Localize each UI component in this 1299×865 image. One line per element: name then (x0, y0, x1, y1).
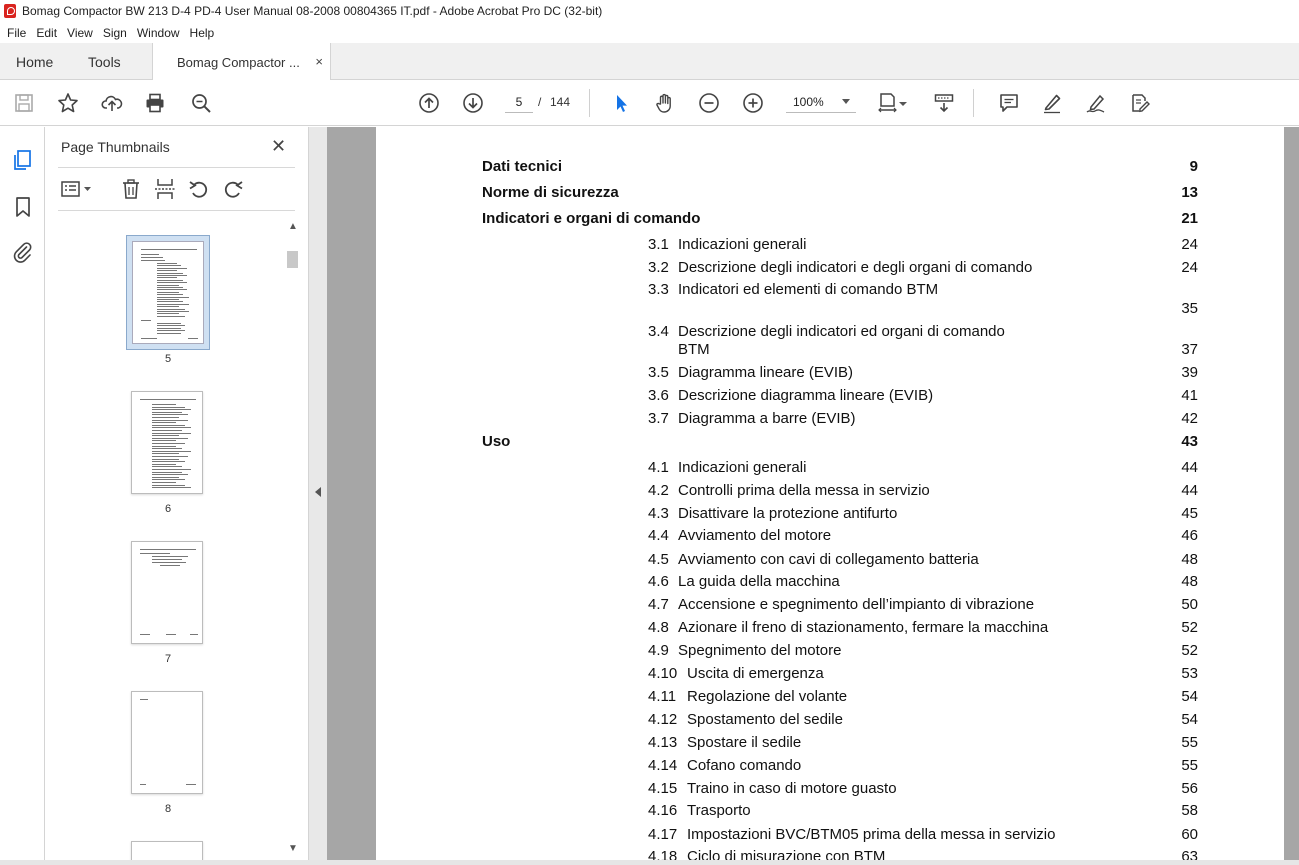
thumbnail-text-line (152, 414, 188, 415)
thumbnail-text-line (140, 784, 146, 785)
thumbnail-text-line (157, 294, 183, 295)
toc-chapter-title[interactable]: Uso (482, 433, 511, 450)
thumbnail-text-line (152, 464, 176, 465)
close-icon[interactable]: ✕ (271, 136, 287, 156)
toc-section-number[interactable]: 3.6 (648, 387, 669, 404)
rotate-counterclockwise-icon[interactable] (187, 177, 211, 201)
thumbnail-text-line (152, 459, 179, 460)
search-zoom-icon[interactable] (189, 91, 213, 115)
total-pages: 144 (550, 95, 571, 109)
thumbnail-text-line (157, 289, 187, 290)
thumbnail-text-line (157, 275, 187, 276)
thumbnail-text-line (157, 285, 179, 286)
thumbnail-text-line (152, 443, 185, 444)
thumbnail-text-line (188, 338, 198, 339)
toc-section-title[interactable]: Spostamento del sedile (687, 711, 843, 728)
thumbnail-page-7[interactable] (131, 541, 203, 644)
toc-page-number[interactable]: 24 (1181, 236, 1198, 253)
thumbnail-text-line (157, 316, 185, 317)
thumbnail-text-line (186, 784, 196, 785)
toc-section-title[interactable]: Descrizione degli indicatori e degli organi di comando (678, 259, 1033, 276)
panel-title: Page Thumbnails (61, 139, 170, 155)
thumbnail-text-line (157, 265, 181, 266)
thumbnail-text-line (152, 556, 188, 557)
toc-section-number[interactable]: 3.3 (648, 281, 669, 298)
toc-section-number[interactable]: 4.1 (648, 459, 669, 476)
thumbnail-page-partial[interactable] (131, 841, 203, 861)
thumbnail-text-line (157, 306, 179, 307)
thumbnail-text-line (140, 553, 170, 554)
horizontal-scrollbar[interactable] (0, 860, 1299, 865)
toc-section-number[interactable]: 4.18 (648, 848, 678, 860)
sign-icon[interactable] (1084, 91, 1108, 115)
highlight-pen-icon[interactable] (1040, 91, 1064, 115)
toolbar-separator (973, 89, 974, 117)
toc-section-title[interactable]: Diagramma lineare (EVIB) (678, 364, 854, 381)
toc-section-number[interactable]: 3.7 (648, 410, 669, 427)
toc-page-number[interactable]: 52 (1181, 642, 1198, 659)
thumbnail-text-line (152, 435, 179, 436)
toc-page-number[interactable]: 48 (1181, 551, 1198, 568)
toc-section-number[interactable]: 4.3 (648, 505, 669, 522)
toc-section-number[interactable]: 4.16 (648, 802, 678, 819)
thumbnail-text-line (152, 485, 185, 486)
thumbnail-text-line (157, 263, 177, 264)
zoom-in-icon[interactable] (741, 91, 765, 115)
thumbnail-text-line (157, 292, 179, 293)
toc-section-number[interactable]: 4.2 (648, 482, 669, 499)
toc-section-number[interactable]: 3.2 (648, 259, 669, 276)
toolbar-separator (589, 89, 590, 117)
toc-section-title[interactable]: Trasporto (687, 802, 751, 819)
toc-page-number[interactable]: 52 (1181, 619, 1198, 636)
thumbnail-text-line (157, 280, 183, 281)
hand-icon[interactable] (653, 91, 677, 115)
page-down-icon[interactable] (461, 91, 485, 115)
toc-page-number[interactable]: 35 (1181, 300, 1198, 317)
thumbnail-text-line (152, 479, 185, 480)
menu-window[interactable]: Window (136, 25, 180, 40)
toc-section-number[interactable]: 4.11 (648, 688, 677, 705)
window-title: Bomag Compactor BW 213 D-4 PD-4 User Manual 08-2008 00804365 IT.pdf - Adobe Acrobat Pro DC (32-bit) (22, 4, 603, 18)
menu-bar (0, 22, 1299, 43)
toc-page-number[interactable]: 44 (1181, 482, 1198, 499)
thumbnail-text-line (141, 338, 157, 339)
toc-section-title[interactable]: Diagramma a barre (EVIB) (678, 410, 856, 427)
thumbnail-page-6[interactable] (131, 391, 203, 494)
thumbnail-text-line (141, 249, 197, 250)
menu-view[interactable]: View (67, 25, 93, 40)
thumbnail-text-line (152, 420, 188, 421)
tab-bar (0, 43, 1299, 80)
menu-file[interactable]: File (7, 25, 27, 40)
toc-section-title[interactable]: Traino in caso di motore guasto (687, 780, 897, 797)
thumbnail-text-line (152, 482, 176, 483)
toc-page-number[interactable]: 45 (1181, 505, 1198, 522)
navigation-rail (0, 127, 45, 865)
thumbnail-text-line (152, 559, 182, 560)
upload-icon[interactable] (100, 91, 124, 115)
panel-divider (58, 167, 295, 168)
thumbnail-text-line (152, 461, 185, 462)
thumbnail-label: 6 (164, 503, 172, 515)
thumbnail-text-line (157, 287, 183, 288)
toc-section-title[interactable]: Spegnimento del motore (678, 642, 842, 659)
thumbnail-label: 8 (164, 803, 172, 815)
thumbnails-scrollbar[interactable] (284, 219, 301, 859)
tab-close-icon[interactable]: × (315, 54, 323, 69)
thumbnail-text-line (152, 451, 191, 452)
thumbnail-text-line (157, 304, 189, 305)
zoom-value: 100% (793, 94, 824, 109)
tab-home[interactable]: Home (16, 53, 54, 70)
thumbnail-text-line (157, 328, 181, 329)
toc-page-number[interactable]: 41 (1181, 387, 1198, 404)
thumbnail-text-line (152, 469, 191, 470)
toc-page-number[interactable]: 54 (1181, 688, 1198, 705)
main-toolbar (0, 80, 1299, 126)
toc-page-number[interactable]: 60 (1181, 826, 1198, 843)
comment-icon[interactable] (997, 91, 1021, 115)
menu-edit[interactable]: Edit (36, 25, 58, 40)
thumbnail-text-line (157, 268, 187, 269)
toc-page-number[interactable]: 50 (1181, 596, 1198, 613)
tab-document[interactable] (152, 43, 331, 81)
scroll-mode-icon[interactable] (932, 91, 956, 115)
thumbnail-text-line (140, 699, 148, 700)
toc-page-number[interactable]: 44 (1181, 459, 1198, 476)
thumbnail-text-line (141, 260, 165, 261)
scrollbar-thumb[interactable] (287, 251, 298, 268)
toc-page-number[interactable]: 55 (1181, 757, 1198, 774)
thumbnail-text-line (152, 477, 179, 478)
attachments-icon[interactable] (11, 240, 35, 264)
acrobat-logo-icon (4, 4, 16, 18)
select-cursor-icon[interactable] (609, 91, 633, 115)
document-page (376, 127, 1284, 860)
toc-section-number[interactable]: 3.4 (648, 323, 669, 340)
thumbnail-text-line (152, 404, 176, 405)
toc-section-number[interactable]: 4.9 (648, 642, 669, 659)
zoom-select[interactable] (786, 91, 856, 113)
toc-section-title[interactable]: Avviamento del motore (678, 527, 832, 544)
thumbnail-text-line (152, 562, 186, 563)
toc-page-number[interactable]: 46 (1181, 527, 1198, 544)
thumbnail-text-line (157, 301, 183, 302)
toc-page-number[interactable]: 63 (1181, 848, 1198, 860)
thumbnail-text-line (152, 440, 176, 441)
thumbnail-page-5[interactable] (126, 235, 210, 350)
toc-page-number[interactable]: 53 (1181, 665, 1198, 682)
toc-section-title[interactable]: Indicazioni generali (678, 459, 807, 476)
toc-section-number[interactable]: 4.4 (648, 527, 669, 544)
thumbnail-text-line (157, 282, 187, 283)
toc-page-number[interactable]: 21 (1181, 210, 1198, 227)
thumbnail-text-line (152, 472, 182, 473)
thumbnail-text-line (157, 273, 183, 274)
trash-icon[interactable] (119, 177, 143, 201)
thumbnail-text-line (157, 333, 181, 334)
collapse-panel-icon[interactable] (315, 487, 321, 497)
tab-tools[interactable]: Tools (88, 53, 121, 70)
thumbnail-text-line (152, 456, 188, 457)
toc-section-number[interactable]: 3.1 (648, 236, 669, 253)
toc-section-number[interactable]: 4.5 (648, 551, 669, 568)
toc-section-number[interactable]: 4.8 (648, 619, 669, 636)
toc-page-number[interactable]: 37 (1181, 341, 1198, 358)
menu-sign[interactable]: Sign (102, 25, 127, 40)
thumbnail-text-line (190, 634, 198, 635)
thumbnail-text-line (157, 323, 181, 324)
thumbnail-text-line (140, 549, 196, 550)
thumbnail-page-image (132, 241, 204, 344)
toc-page-number[interactable]: 24 (1181, 259, 1198, 276)
toc-section-title[interactable]: Cofano comando (687, 757, 802, 774)
thumbnail-text-line (157, 330, 185, 331)
thumbnail-text-line (152, 407, 185, 408)
thumbnail-text-line (157, 311, 189, 312)
thumbnail-text-line (152, 474, 188, 475)
toc-chapter-title[interactable]: Dati tecnici (482, 158, 563, 175)
bookmark-star-icon[interactable] (56, 91, 80, 115)
thumbnail-text-line (157, 299, 179, 300)
scroll-down-icon[interactable]: ▼ (288, 843, 298, 854)
toc-page-number[interactable]: 39 (1181, 364, 1198, 381)
thumbnail-text-line (152, 446, 176, 447)
thumbnail-text-line (140, 634, 150, 635)
thumbnail-text-line (166, 634, 176, 635)
page-up-icon[interactable] (417, 91, 441, 115)
thumbnail-text-line (152, 422, 176, 423)
toc-section-number[interactable]: 4.10 (648, 665, 678, 682)
thumbnail-label: 5 (164, 353, 172, 365)
zoom-out-icon[interactable] (697, 91, 721, 115)
thumbnail-text-line (141, 254, 159, 255)
thumbnail-text-line (160, 565, 180, 566)
toc-chapter-title[interactable]: Indicatori e organi di comando (482, 210, 701, 227)
toc-section-title[interactable]: Accensione e spegnimento dell’impianto di vibrazione (678, 596, 1035, 613)
toc-section-title[interactable]: Disattivare la protezione antifurto (678, 505, 898, 522)
document-viewer[interactable] (327, 127, 1299, 860)
toc-section-title[interactable]: Descrizione degli indicatori ed organi di comando (678, 323, 1005, 340)
thumbnail-label: 7 (164, 653, 172, 665)
toc-section-title[interactable]: Ciclo di misurazione con BTM (687, 848, 886, 860)
toc-section-number[interactable]: 4.13 (648, 734, 678, 751)
thumbnail-text-line (141, 257, 163, 258)
thumbnail-text-line (152, 417, 179, 418)
toc-section-title[interactable]: Avviamento con cavi di collegamento batteria (678, 551, 979, 568)
thumbnail-text-line (152, 412, 182, 413)
toc-section-number[interactable]: 4.17 (648, 826, 678, 843)
toc-page-number[interactable]: 58 (1181, 802, 1198, 819)
thumbnail-text-line (152, 425, 185, 426)
thumbnail-text-line (157, 297, 189, 298)
page-separator: / (538, 95, 542, 109)
toc-section-title[interactable]: Regolazione del volante (687, 688, 848, 705)
tab-document-label: Bomag Compactor ... (177, 54, 300, 70)
page-number-input[interactable] (505, 91, 533, 113)
toc-section-number[interactable]: 3.5 (648, 364, 669, 381)
toc-section-title[interactable]: Indicazioni generali (678, 236, 807, 253)
toc-section-title-continued[interactable]: BTM (678, 341, 710, 358)
thumbnail-page-8[interactable] (131, 691, 203, 794)
panel-splitter[interactable] (308, 127, 327, 865)
thumbnail-text-line (152, 409, 191, 410)
fit-page-dropdown-icon[interactable] (897, 91, 909, 115)
thumbnail-options-icon[interactable] (59, 177, 95, 201)
toc-page-number[interactable]: 42 (1181, 410, 1198, 427)
thumbnail-text-line (157, 277, 177, 278)
toc-section-title[interactable]: Descrizione diagramma lineare (EVIB) (678, 387, 934, 404)
thumbnail-text-line (157, 325, 185, 326)
thumbnail-text-line (152, 438, 188, 439)
toc-page-number[interactable]: 55 (1181, 734, 1198, 751)
thumbnail-text-line (152, 427, 191, 428)
toc-section-title[interactable]: Indicatori ed elementi di comando BTM (678, 281, 939, 298)
toc-page-number[interactable]: 9 (1189, 158, 1198, 175)
menu-help[interactable]: Help (189, 25, 215, 40)
print-icon[interactable] (143, 91, 167, 115)
thumbnail-text-line (152, 466, 182, 467)
thumbnail-text-line (152, 453, 179, 454)
toc-section-number[interactable]: 4.12 (648, 711, 678, 728)
toc-page-number[interactable]: 13 (1181, 184, 1198, 201)
save-icon[interactable] (12, 91, 36, 115)
toc-section-title[interactable]: Uscita di emergenza (687, 665, 824, 682)
toc-page-number[interactable]: 54 (1181, 711, 1198, 728)
thumbnail-text-line (140, 399, 196, 400)
page-thumbnails-panel (46, 127, 308, 865)
thumbnail-text-line (157, 270, 177, 271)
bookmarks-icon[interactable] (11, 195, 35, 219)
title-bar (0, 0, 1299, 22)
rotate-clockwise-icon[interactable] (221, 177, 245, 201)
toc-section-title[interactable]: Impostazioni BVC/BTM05 prima della messa in servizio (687, 826, 1056, 843)
thumbnail-text-line (152, 430, 182, 431)
toc-section-title[interactable]: La guida della macchina (678, 573, 840, 590)
thumbnail-text-line (152, 433, 191, 434)
page-thumbnails-icon[interactable] (11, 148, 35, 172)
thumbnail-text-line (157, 313, 179, 314)
fill-sign-icon[interactable] (1128, 91, 1152, 115)
toc-section-number[interactable]: 4.6 (648, 573, 669, 590)
toc-page-number[interactable]: 48 (1181, 573, 1198, 590)
toc-section-title[interactable]: Controlli prima della messa in servizio (678, 482, 930, 499)
toc-section-title[interactable]: Spostare il sedile (687, 734, 802, 751)
panel-divider (58, 210, 295, 211)
toc-chapter-title[interactable]: Norme di sicurezza (482, 184, 619, 201)
toc-page-number[interactable]: 43 (1181, 433, 1198, 450)
toc-section-number[interactable]: 4.15 (648, 780, 678, 797)
insert-page-icon[interactable] (153, 177, 177, 201)
thumbnail-text-line (141, 320, 151, 321)
thumbnail-text-line (152, 448, 182, 449)
thumbnail-text-line (157, 309, 185, 310)
toc-section-number[interactable]: 4.14 (648, 757, 678, 774)
chevron-down-icon (842, 99, 850, 104)
toc-section-number[interactable]: 4.7 (648, 596, 669, 613)
toc-page-number[interactable]: 56 (1181, 780, 1198, 797)
toc-section-title[interactable]: Azionare il freno di stazionamento, fermare la macchina (678, 619, 1049, 636)
scroll-up-icon[interactable]: ▲ (288, 221, 298, 232)
thumbnail-text-line (152, 487, 191, 488)
